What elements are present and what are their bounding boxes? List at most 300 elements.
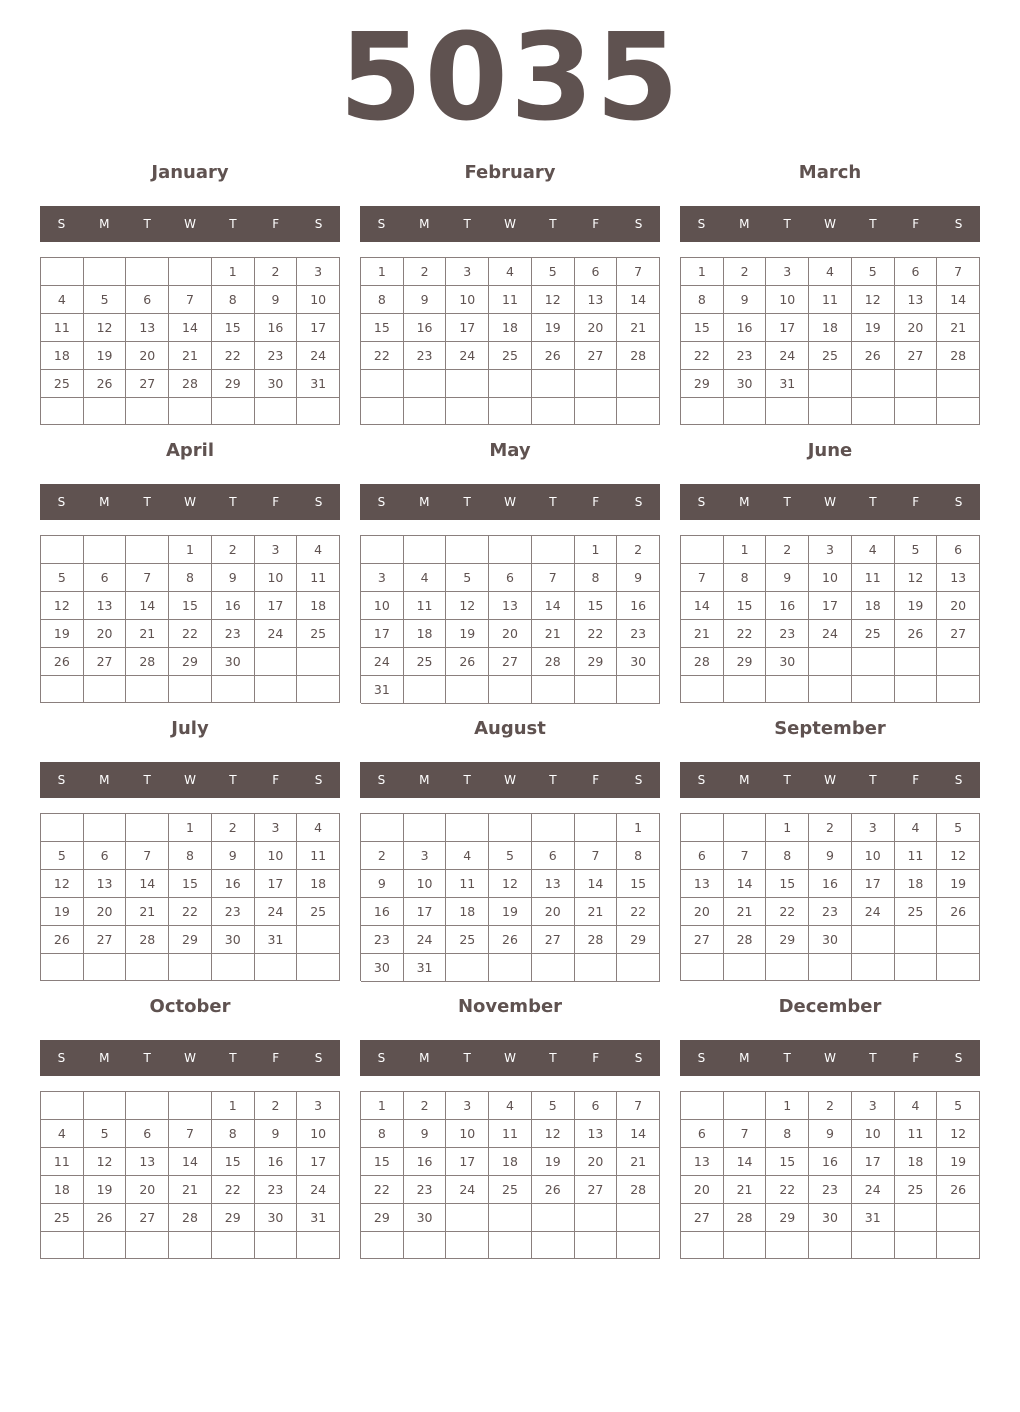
weekday-label: T bbox=[549, 1051, 557, 1065]
day-cell bbox=[681, 814, 724, 842]
day-cell: 13 bbox=[532, 870, 575, 898]
day-cell bbox=[852, 398, 895, 425]
weekday-label: S bbox=[954, 495, 963, 509]
day-cell bbox=[84, 1232, 127, 1259]
day-cell: 23 bbox=[212, 898, 255, 926]
day-cell: 20 bbox=[895, 314, 938, 342]
weekday-label: T bbox=[783, 217, 791, 231]
day-cell bbox=[532, 1232, 575, 1259]
day-cell bbox=[212, 1232, 255, 1259]
day-cell: 16 bbox=[361, 898, 404, 926]
day-cell: 4 bbox=[41, 286, 84, 314]
day-cell: 24 bbox=[255, 898, 298, 926]
day-cell: 18 bbox=[41, 1176, 84, 1204]
day-cell bbox=[852, 954, 895, 981]
day-cell: 22 bbox=[575, 620, 618, 648]
day-cell: 30 bbox=[212, 926, 255, 954]
day-cell bbox=[126, 954, 169, 981]
day-cell: 30 bbox=[766, 648, 809, 676]
day-cell: 23 bbox=[255, 342, 298, 370]
day-cell bbox=[361, 814, 404, 842]
day-cell bbox=[809, 648, 852, 676]
day-cell: 7 bbox=[575, 842, 618, 870]
day-cell: 23 bbox=[809, 898, 852, 926]
day-cell: 8 bbox=[575, 564, 618, 592]
day-cell: 21 bbox=[724, 898, 767, 926]
day-cell: 17 bbox=[297, 314, 340, 342]
month-name: January bbox=[151, 162, 229, 183]
day-cell bbox=[575, 398, 618, 426]
day-cell bbox=[617, 1232, 660, 1259]
day-cell: 20 bbox=[489, 620, 532, 648]
day-cell: 9 bbox=[212, 842, 255, 870]
day-cell: 14 bbox=[126, 870, 169, 898]
day-cell: 27 bbox=[575, 342, 618, 370]
day-cell: 5 bbox=[937, 1092, 980, 1120]
day-cell: 26 bbox=[41, 926, 84, 954]
day-cell: 13 bbox=[937, 564, 980, 592]
day-cell: 5 bbox=[532, 258, 575, 286]
day-cell bbox=[937, 954, 980, 981]
day-cell: 18 bbox=[297, 592, 340, 620]
day-cell: 27 bbox=[937, 620, 980, 648]
day-cell bbox=[446, 536, 489, 564]
day-cell bbox=[532, 370, 575, 398]
weekday-label: T bbox=[463, 1051, 471, 1065]
day-cell: 6 bbox=[126, 1120, 169, 1148]
weekday-header bbox=[40, 206, 340, 242]
day-cell: 26 bbox=[489, 926, 532, 954]
day-cell: 2 bbox=[404, 1092, 447, 1120]
day-cell: 14 bbox=[532, 592, 575, 620]
day-cell: 20 bbox=[126, 1176, 169, 1204]
day-cell: 23 bbox=[724, 342, 767, 370]
day-cell: 21 bbox=[937, 314, 980, 342]
day-cell: 8 bbox=[766, 1120, 809, 1148]
day-cell: 16 bbox=[212, 870, 255, 898]
day-cell: 18 bbox=[895, 1148, 938, 1176]
month-name: October bbox=[149, 996, 231, 1017]
day-cell bbox=[532, 536, 575, 564]
day-cell: 14 bbox=[617, 286, 660, 314]
day-cell: 2 bbox=[255, 258, 298, 286]
day-cell bbox=[212, 398, 255, 425]
day-cell: 26 bbox=[532, 342, 575, 370]
month-name: November bbox=[457, 996, 563, 1017]
day-cell bbox=[446, 1204, 489, 1232]
weekday-label: S bbox=[954, 773, 963, 787]
day-cell: 15 bbox=[575, 592, 618, 620]
day-cell: 2 bbox=[212, 814, 255, 842]
day-cell bbox=[126, 258, 169, 286]
day-cell: 13 bbox=[126, 1148, 169, 1176]
day-cell bbox=[681, 676, 724, 703]
day-cell: 25 bbox=[297, 620, 340, 648]
day-cell: 3 bbox=[255, 814, 298, 842]
day-cell: 1 bbox=[169, 536, 212, 564]
day-cell: 13 bbox=[681, 1148, 724, 1176]
day-cell: 15 bbox=[212, 1148, 255, 1176]
day-cell: 4 bbox=[41, 1120, 84, 1148]
day-cell: 13 bbox=[489, 592, 532, 620]
weekday-label: S bbox=[377, 495, 386, 509]
day-cell: 2 bbox=[766, 536, 809, 564]
day-cell: 27 bbox=[575, 1176, 618, 1204]
day-cell: 29 bbox=[212, 370, 255, 398]
day-cell bbox=[895, 370, 938, 398]
day-cell: 16 bbox=[766, 592, 809, 620]
weekday-label: T bbox=[869, 773, 877, 787]
day-cell: 9 bbox=[809, 842, 852, 870]
day-cell: 20 bbox=[126, 342, 169, 370]
day-cell bbox=[852, 926, 895, 954]
day-cell: 15 bbox=[681, 314, 724, 342]
day-cell: 2 bbox=[404, 258, 447, 286]
day-cell: 29 bbox=[766, 1204, 809, 1232]
weekday-label: T bbox=[783, 495, 791, 509]
day-cell: 26 bbox=[532, 1176, 575, 1204]
day-cell: 18 bbox=[852, 592, 895, 620]
weekday-label: T bbox=[783, 773, 791, 787]
day-cell: 13 bbox=[126, 314, 169, 342]
day-cell: 11 bbox=[895, 842, 938, 870]
day-cell bbox=[404, 1232, 447, 1259]
month-name: February bbox=[464, 162, 556, 183]
day-cell: 13 bbox=[84, 592, 127, 620]
day-cell bbox=[489, 1232, 532, 1259]
day-cell: 26 bbox=[84, 1204, 127, 1232]
day-cell bbox=[617, 370, 660, 398]
day-cell: 28 bbox=[937, 342, 980, 370]
day-cell: 31 bbox=[361, 676, 404, 704]
day-cell: 8 bbox=[212, 286, 255, 314]
day-cell: 3 bbox=[766, 258, 809, 286]
day-cell: 29 bbox=[575, 648, 618, 676]
weekday-label: W bbox=[184, 217, 196, 231]
day-cell bbox=[809, 398, 852, 425]
day-cell: 20 bbox=[575, 314, 618, 342]
weekday-label: W bbox=[504, 495, 516, 509]
weekday-label: S bbox=[634, 217, 643, 231]
weekday-label: S bbox=[697, 495, 706, 509]
weekday-label: S bbox=[634, 773, 643, 787]
day-cell: 28 bbox=[169, 370, 212, 398]
day-cell: 2 bbox=[809, 814, 852, 842]
day-cell: 21 bbox=[169, 342, 212, 370]
day-cell: 15 bbox=[766, 1148, 809, 1176]
day-cell bbox=[724, 398, 767, 425]
weekday-header bbox=[360, 762, 660, 798]
day-cell: 11 bbox=[809, 286, 852, 314]
day-cell: 16 bbox=[404, 314, 447, 342]
weekday-label: M bbox=[739, 217, 750, 231]
weekday-label: S bbox=[377, 217, 386, 231]
day-grid bbox=[680, 1091, 980, 1259]
day-cell: 17 bbox=[766, 314, 809, 342]
day-cell: 7 bbox=[126, 842, 169, 870]
day-cell: 22 bbox=[724, 620, 767, 648]
day-cell bbox=[681, 954, 724, 981]
weekday-label: S bbox=[57, 1051, 66, 1065]
day-cell bbox=[255, 398, 298, 425]
day-cell: 20 bbox=[575, 1148, 618, 1176]
day-cell: 29 bbox=[681, 370, 724, 398]
day-cell: 30 bbox=[212, 648, 255, 676]
day-cell: 3 bbox=[361, 564, 404, 592]
day-cell: 9 bbox=[404, 286, 447, 314]
day-cell: 19 bbox=[41, 620, 84, 648]
weekday-label: W bbox=[184, 495, 196, 509]
day-cell bbox=[361, 370, 404, 398]
weekday-label: M bbox=[739, 1051, 750, 1065]
day-cell: 27 bbox=[126, 370, 169, 398]
day-cell: 21 bbox=[724, 1176, 767, 1204]
weekday-label: T bbox=[463, 217, 471, 231]
day-cell bbox=[489, 954, 532, 982]
day-cell: 16 bbox=[255, 314, 298, 342]
day-cell: 23 bbox=[617, 620, 660, 648]
day-cell: 25 bbox=[895, 1176, 938, 1204]
day-cell: 30 bbox=[617, 648, 660, 676]
day-cell bbox=[852, 370, 895, 398]
day-cell: 8 bbox=[212, 1120, 255, 1148]
day-cell: 17 bbox=[852, 870, 895, 898]
day-cell: 31 bbox=[852, 1204, 895, 1232]
day-cell: 23 bbox=[361, 926, 404, 954]
day-cell bbox=[84, 258, 127, 286]
day-cell: 16 bbox=[724, 314, 767, 342]
day-cell: 14 bbox=[169, 314, 212, 342]
day-cell bbox=[937, 1204, 980, 1232]
day-cell bbox=[169, 398, 212, 425]
day-cell: 1 bbox=[361, 1092, 404, 1120]
day-cell: 5 bbox=[84, 286, 127, 314]
weekday-label: F bbox=[592, 773, 600, 787]
day-cell: 18 bbox=[41, 342, 84, 370]
day-cell: 21 bbox=[617, 314, 660, 342]
day-cell: 9 bbox=[766, 564, 809, 592]
weekday-label: W bbox=[504, 217, 516, 231]
day-cell: 10 bbox=[446, 286, 489, 314]
day-cell: 10 bbox=[297, 1120, 340, 1148]
day-cell: 4 bbox=[895, 814, 938, 842]
weekday-label: M bbox=[99, 1051, 110, 1065]
day-cell: 8 bbox=[361, 286, 404, 314]
day-cell bbox=[169, 676, 212, 703]
day-cell: 22 bbox=[681, 342, 724, 370]
day-cell bbox=[446, 1232, 489, 1259]
weekday-label: T bbox=[783, 1051, 791, 1065]
day-cell: 15 bbox=[169, 592, 212, 620]
day-cell: 2 bbox=[809, 1092, 852, 1120]
day-grid bbox=[40, 1091, 340, 1259]
day-cell bbox=[575, 1232, 618, 1259]
day-cell: 27 bbox=[84, 926, 127, 954]
day-cell: 10 bbox=[361, 592, 404, 620]
day-cell: 12 bbox=[84, 314, 127, 342]
weekday-label: W bbox=[504, 773, 516, 787]
day-cell: 17 bbox=[809, 592, 852, 620]
weekday-label: M bbox=[99, 773, 110, 787]
day-cell: 19 bbox=[895, 592, 938, 620]
day-cell: 30 bbox=[809, 926, 852, 954]
day-cell bbox=[532, 954, 575, 982]
year-title: 5035 bbox=[339, 9, 681, 148]
day-cell: 23 bbox=[766, 620, 809, 648]
day-cell bbox=[489, 814, 532, 842]
weekday-label: T bbox=[463, 773, 471, 787]
day-cell: 5 bbox=[41, 842, 84, 870]
day-cell bbox=[809, 676, 852, 703]
day-cell: 11 bbox=[446, 870, 489, 898]
day-cell: 5 bbox=[84, 1120, 127, 1148]
day-cell: 24 bbox=[852, 1176, 895, 1204]
day-cell: 2 bbox=[255, 1092, 298, 1120]
day-cell: 28 bbox=[126, 648, 169, 676]
day-cell bbox=[41, 398, 84, 425]
day-cell: 29 bbox=[169, 648, 212, 676]
day-cell: 23 bbox=[404, 342, 447, 370]
day-cell: 29 bbox=[617, 926, 660, 954]
day-cell: 16 bbox=[809, 870, 852, 898]
day-cell: 7 bbox=[937, 258, 980, 286]
weekday-label: T bbox=[229, 1051, 237, 1065]
day-cell bbox=[681, 1232, 724, 1259]
day-cell: 24 bbox=[297, 1176, 340, 1204]
day-cell: 14 bbox=[681, 592, 724, 620]
weekday-label: S bbox=[634, 1051, 643, 1065]
day-cell: 4 bbox=[446, 842, 489, 870]
day-cell bbox=[575, 1204, 618, 1232]
day-cell: 11 bbox=[852, 564, 895, 592]
day-cell: 3 bbox=[852, 1092, 895, 1120]
day-cell: 3 bbox=[446, 258, 489, 286]
day-cell bbox=[532, 676, 575, 704]
day-cell: 14 bbox=[724, 870, 767, 898]
day-cell: 1 bbox=[361, 258, 404, 286]
day-cell: 25 bbox=[852, 620, 895, 648]
day-cell: 18 bbox=[895, 870, 938, 898]
day-cell bbox=[937, 398, 980, 425]
day-cell: 9 bbox=[361, 870, 404, 898]
day-grid bbox=[680, 257, 980, 425]
day-cell bbox=[297, 954, 340, 981]
day-cell: 21 bbox=[617, 1148, 660, 1176]
day-cell: 24 bbox=[809, 620, 852, 648]
day-cell: 18 bbox=[446, 898, 489, 926]
day-cell bbox=[937, 1232, 980, 1259]
day-cell: 15 bbox=[169, 870, 212, 898]
day-cell: 19 bbox=[84, 1176, 127, 1204]
day-cell: 27 bbox=[681, 1204, 724, 1232]
day-cell: 15 bbox=[361, 1148, 404, 1176]
day-cell bbox=[361, 536, 404, 564]
day-cell: 28 bbox=[617, 342, 660, 370]
day-cell: 29 bbox=[766, 926, 809, 954]
day-cell: 1 bbox=[212, 258, 255, 286]
day-cell: 4 bbox=[809, 258, 852, 286]
day-cell bbox=[766, 954, 809, 981]
day-grid bbox=[680, 535, 980, 703]
weekday-label: S bbox=[954, 217, 963, 231]
day-cell bbox=[126, 814, 169, 842]
day-cell: 5 bbox=[489, 842, 532, 870]
month-name: April bbox=[165, 440, 215, 461]
weekday-header bbox=[40, 484, 340, 520]
day-cell: 29 bbox=[361, 1204, 404, 1232]
day-cell: 12 bbox=[41, 870, 84, 898]
day-cell: 20 bbox=[84, 898, 127, 926]
day-cell: 7 bbox=[724, 842, 767, 870]
day-cell: 13 bbox=[575, 286, 618, 314]
day-cell: 8 bbox=[724, 564, 767, 592]
day-cell: 17 bbox=[852, 1148, 895, 1176]
day-cell: 1 bbox=[212, 1092, 255, 1120]
weekday-label: S bbox=[697, 1051, 706, 1065]
weekday-label: W bbox=[824, 217, 836, 231]
day-cell bbox=[169, 1232, 212, 1259]
day-cell: 23 bbox=[212, 620, 255, 648]
weekday-label: F bbox=[592, 1051, 600, 1065]
weekday-header bbox=[40, 1040, 340, 1076]
day-cell bbox=[404, 814, 447, 842]
weekday-label: S bbox=[57, 495, 66, 509]
day-cell bbox=[937, 648, 980, 676]
day-cell: 20 bbox=[681, 1176, 724, 1204]
day-cell: 24 bbox=[255, 620, 298, 648]
day-grid bbox=[40, 813, 340, 981]
day-cell: 28 bbox=[724, 926, 767, 954]
day-cell: 3 bbox=[446, 1092, 489, 1120]
day-cell bbox=[532, 1204, 575, 1232]
day-cell bbox=[681, 398, 724, 425]
day-cell: 24 bbox=[766, 342, 809, 370]
day-cell: 26 bbox=[41, 648, 84, 676]
day-cell: 7 bbox=[532, 564, 575, 592]
day-cell: 5 bbox=[532, 1092, 575, 1120]
day-cell bbox=[169, 1092, 212, 1120]
day-cell: 6 bbox=[681, 842, 724, 870]
day-cell: 17 bbox=[361, 620, 404, 648]
day-cell bbox=[724, 676, 767, 703]
day-cell: 20 bbox=[937, 592, 980, 620]
day-cell: 19 bbox=[532, 1148, 575, 1176]
day-cell bbox=[809, 954, 852, 981]
day-cell bbox=[297, 676, 340, 703]
weekday-label: T bbox=[463, 495, 471, 509]
weekday-label: W bbox=[184, 1051, 196, 1065]
day-grid bbox=[360, 535, 660, 703]
day-cell bbox=[575, 954, 618, 982]
day-cell: 26 bbox=[852, 342, 895, 370]
day-cell: 27 bbox=[126, 1204, 169, 1232]
day-cell bbox=[126, 398, 169, 425]
weekday-label: W bbox=[184, 773, 196, 787]
day-cell bbox=[489, 370, 532, 398]
day-cell bbox=[895, 954, 938, 981]
day-cell: 13 bbox=[895, 286, 938, 314]
day-cell bbox=[895, 398, 938, 425]
day-cell: 28 bbox=[126, 926, 169, 954]
day-cell bbox=[766, 398, 809, 425]
weekday-label: F bbox=[912, 1051, 920, 1065]
day-cell: 1 bbox=[575, 536, 618, 564]
day-cell: 11 bbox=[404, 592, 447, 620]
day-cell: 1 bbox=[617, 814, 660, 842]
weekday-label: M bbox=[739, 495, 750, 509]
weekday-header bbox=[360, 206, 660, 242]
weekday-label: F bbox=[592, 495, 600, 509]
